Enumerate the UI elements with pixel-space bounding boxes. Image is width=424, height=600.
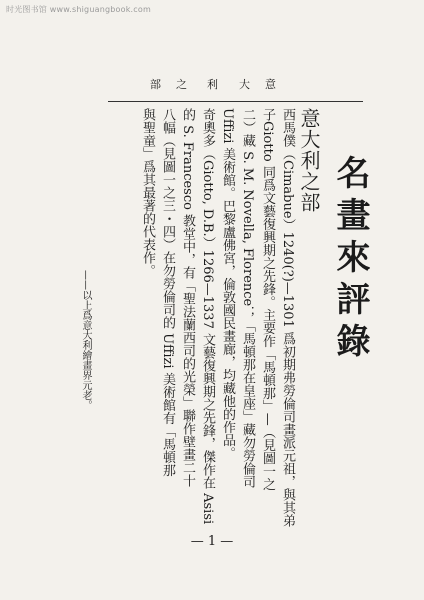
page-number: — 1 —	[190, 534, 234, 549]
text-column: 的 S. Francesco 教堂中，有「聖法蘭西司的光榮」聯作壁畫二十	[180, 108, 195, 488]
text-column: 奇奧多（Giotto, D.B.）1266—1337 文藝復興期之先鋒，傑作在 Asisi	[200, 108, 215, 525]
running-head-char: 之	[176, 78, 187, 91]
running-head	[0, 78, 424, 92]
text-column: 西馬僕（Cimabue）1240(?)—1301 爲初期弗勞倫司畫派元祖，與其弟	[280, 108, 295, 527]
text-column: Uffizi 美術館。巴黎盧佛宮，倫敦國民畫廊，均藏他的作品。	[220, 108, 235, 460]
text-column: 與聖童」爲其最著的代表作。	[140, 108, 155, 277]
header-rule	[108, 101, 363, 102]
watermark: 时光图书馆 www.shiguangbook.com	[6, 5, 151, 14]
book-title: 名畫來評錄	[330, 155, 370, 365]
text-column: 二）藏 S. M. Novella, Florence；「馬頓那在皇座」藏勿勞倫司	[240, 108, 255, 489]
text-column: 八幅（見圖一之三・四）在勿勞倫司的 Uffizi 美術館有「馬頓那	[160, 108, 175, 477]
closing-note: ——以上爲意大利繪畫界元老。	[80, 270, 91, 410]
section-heading: 意大利之部	[297, 108, 321, 213]
running-head-char: 大	[239, 78, 250, 91]
running-head-char: 部	[150, 78, 161, 91]
running-head-char: 意	[265, 78, 276, 91]
running-head-char: 利	[207, 78, 218, 91]
text-column: 子Giotto 同爲文藝復興期之先鋒。主要作「馬頓那」—（見圖一之	[260, 108, 275, 491]
